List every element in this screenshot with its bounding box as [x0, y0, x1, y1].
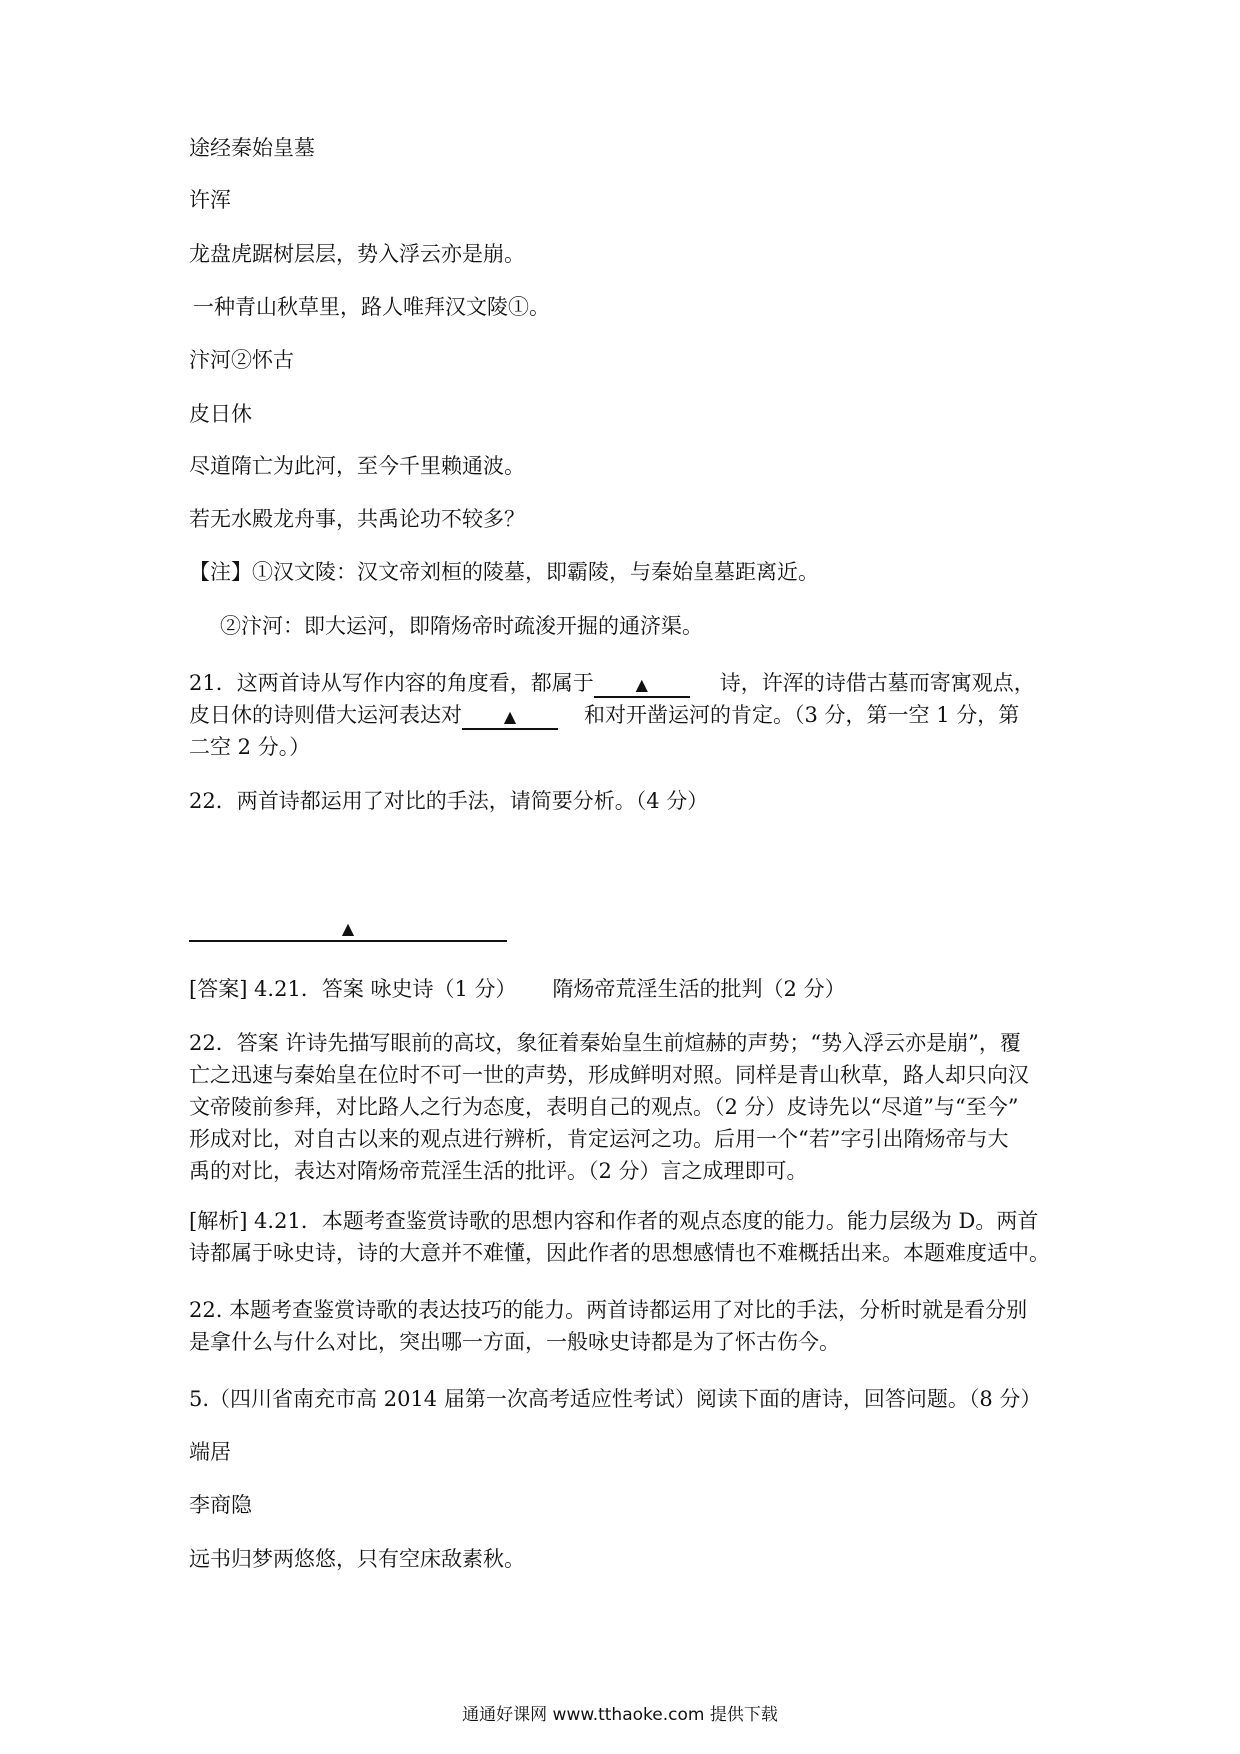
answer-21	[189, 975, 1069, 1004]
poem1-author: 许浑	[189, 188, 231, 212]
poem3-author: 李商隐	[189, 1493, 252, 1517]
answer-21-prefix: [答案] 4.21．答案 咏史诗（1 分）	[189, 977, 517, 1001]
q21-blank-2[interactable]	[462, 706, 558, 730]
answer-22-line: 禹的对比，表达对隋炀帝荒淫生活的批评。（2 分）言之成理即可。	[189, 1159, 808, 1183]
triangle-marker-icon: ▲	[341, 919, 355, 938]
poem2-author: 皮日休	[189, 402, 252, 426]
q21-text-3: 皮日休的诗则借大运河表达对	[189, 703, 462, 727]
question-21	[189, 667, 1069, 763]
page-footer: 通通好课网 www.tthaoke.com 提供下载	[462, 1705, 778, 1725]
answer-22-line: 文帝陵前参拜，对比路人之行为态度，表明自己的观点。（2 分）皮诗先以“尽道”与“至今”	[189, 1095, 1019, 1119]
poem2-title: 汴河②怀古	[189, 348, 294, 372]
analysis-22-line: 22. 本题考查鉴赏诗歌的表达技巧的能力。两首诗都运用了对比的手法，分析时就是看分别	[189, 1298, 1028, 1322]
poem3-title: 端居	[189, 1440, 231, 1464]
note-2: ②汴河：即大运河，即隋炀帝时疏浚开掘的通济渠。	[220, 614, 703, 638]
analysis-22	[189, 1294, 1069, 1358]
q21-text-1: 21．这两首诗从写作内容的角度看，都属于	[189, 671, 594, 695]
poem3-line1: 远书归梦两悠悠，只有空床敌素秋。	[189, 1547, 525, 1571]
poem2-line2: 若无水殿龙舟事，共禹论功不较多？	[189, 507, 525, 531]
q21-text-5: 二空 2 分。）	[189, 735, 311, 759]
q21-blank-1[interactable]	[594, 674, 690, 698]
poem1-line1: 龙盘虎踞树层层，势入浮云亦是崩。	[189, 242, 525, 266]
analysis-21-line: 诗都属于咏史诗，诗的大意并不难懂，因此作者的思想感情也不难概括出来。本题难度适中。	[189, 1241, 1050, 1265]
answer-22-line: 亡之迅速与秦始皇在位时不可一世的声势，形成鲜明对照。同样是青山秋草，路人却只向汉	[189, 1063, 1029, 1087]
answer-22-line: 22．答案 许诗先描写眼前的高坟，象征着秦始皇生前煊赫的声势；“势入浮云亦是崩”，覆	[189, 1031, 1021, 1055]
answer-22	[189, 1027, 1069, 1187]
q22-answer-blank[interactable]	[189, 918, 507, 942]
q21-text-4: 和对开凿运河的肯定。（3 分，第一空 1 分，第	[584, 703, 1020, 727]
analysis-21-line: [解析] 4.21．本题考查鉴赏诗歌的思想内容和作者的观点态度的能力。能力层级为 D。两首	[189, 1209, 1039, 1233]
poem2-line1: 尽道隋亡为此河，至今千里赖通波。	[189, 454, 525, 478]
q21-text-2: 诗，许浑的诗借古墓而寄寓观点，	[719, 671, 1035, 695]
poem1-line2: 一种青山秋草里，路人唯拜汉文陵①。	[193, 295, 550, 319]
analysis-22-line: 是拿什么与什么对比，突出哪一方面，一般咏史诗都是为了怀古伤今。	[189, 1330, 840, 1354]
triangle-marker-icon: ▲	[503, 707, 517, 726]
answer-21-suffix: 隋炀帝荒淫生活的批判（2 分）	[552, 977, 846, 1001]
analysis-21	[189, 1205, 1069, 1269]
question-22: 22．两首诗都运用了对比的手法，请简要分析。（4 分）	[189, 789, 709, 813]
poem1-title: 途经秦始皇墓	[189, 136, 315, 160]
question-5-header: 5.（四川省南充市高 2014 届第一次高考适应性考试）阅读下面的唐诗，回答问题。（8 分）	[189, 1387, 1042, 1411]
note-1: 【注】①汉文陵：汉文帝刘桓的陵墓，即霸陵，与秦始皇墓距离近。	[189, 560, 819, 584]
triangle-marker-icon: ▲	[635, 675, 648, 694]
answer-22-line: 形成对比，对自古以来的观点进行辨析，肯定运河之功。后用一个“若”字引出隋炀帝与大	[189, 1127, 1009, 1151]
